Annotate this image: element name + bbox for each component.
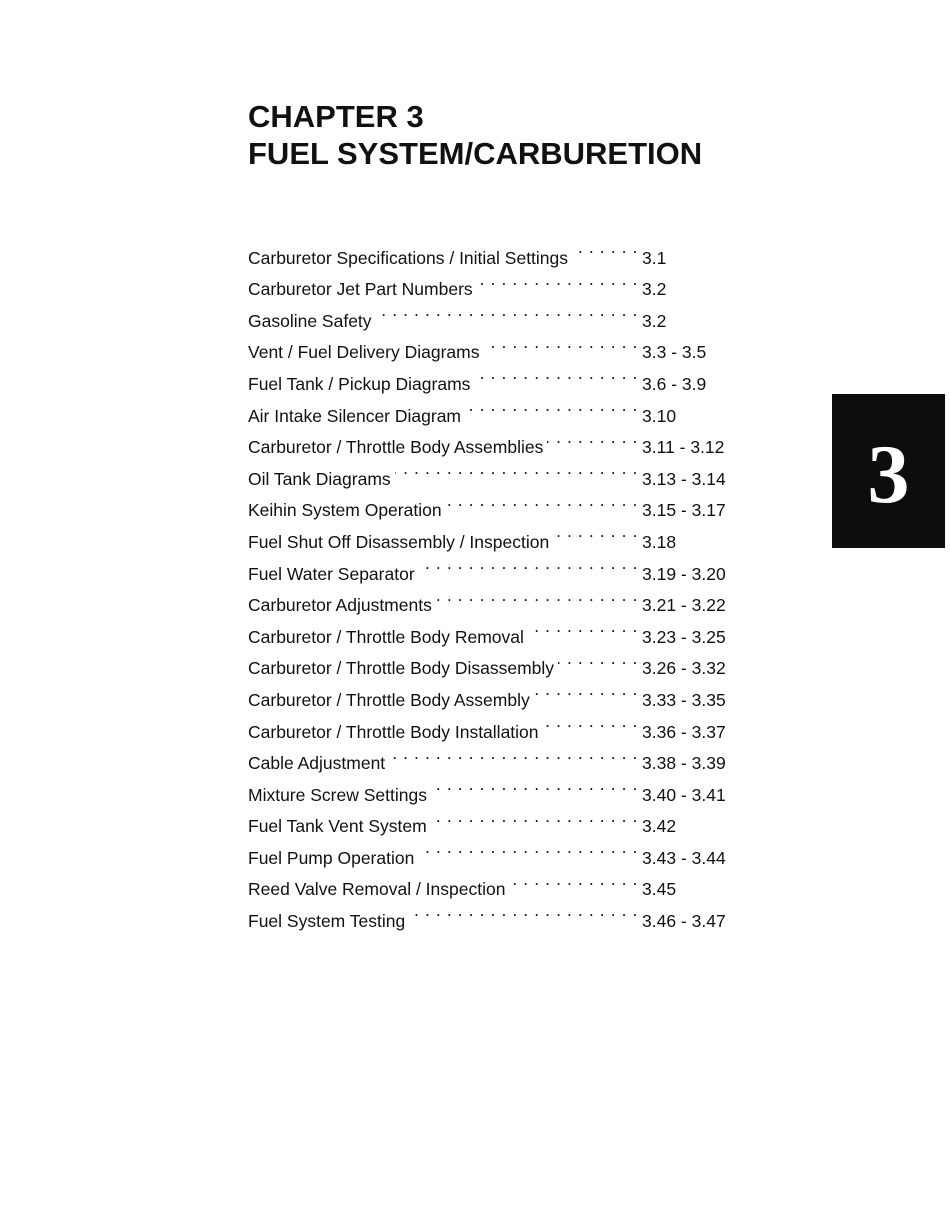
dot-leader bbox=[446, 485, 642, 517]
toc-entry-pages: 3.13 - 3.14 bbox=[642, 468, 726, 489]
dot-leader bbox=[547, 422, 642, 454]
toc-entry-title: Keihin System Operation bbox=[248, 500, 442, 521]
toc-entry-pages: 3.2 bbox=[642, 310, 667, 331]
dot-leader bbox=[431, 801, 642, 833]
toc-entry-pages: 3.6 - 3.9 bbox=[642, 373, 707, 394]
dot-leader bbox=[409, 895, 642, 927]
dot-leader bbox=[528, 611, 642, 643]
toc-entry-pages: 3.26 - 3.32 bbox=[642, 658, 726, 679]
toc-entry-pages: 3.46 - 3.47 bbox=[642, 911, 726, 932]
toc-entry-title: Carburetor / Throttle Body Installation bbox=[248, 721, 539, 742]
toc-entry-pages: 3.1 bbox=[642, 247, 667, 268]
chapter-tab bbox=[832, 394, 945, 548]
toc-entry-pages: 3.42 bbox=[642, 816, 677, 837]
toc-entry-pages: 3.36 - 3.37 bbox=[642, 721, 726, 742]
dot-leader bbox=[419, 548, 642, 580]
toc-entry-title: Fuel Pump Operation bbox=[248, 847, 415, 868]
dot-leader bbox=[558, 643, 642, 675]
toc-entry-title: Fuel Shut Off Disassembly / Inspection bbox=[248, 531, 550, 552]
table-of-contents bbox=[248, 232, 738, 932]
toc-entry-title: Reed Valve Removal / Inspection bbox=[248, 879, 506, 900]
dot-leader bbox=[376, 295, 642, 327]
toc-entry[interactable] bbox=[248, 232, 738, 268]
dot-leader bbox=[474, 358, 642, 390]
dot-leader bbox=[389, 738, 642, 770]
dot-leader bbox=[553, 516, 642, 548]
toc-entry-pages: 3.21 - 3.22 bbox=[642, 595, 726, 616]
toc-entry-title: Vent / Fuel Delivery Diagrams bbox=[248, 342, 480, 363]
toc-entry-title: Oil Tank Diagrams bbox=[248, 468, 391, 489]
dot-leader bbox=[465, 390, 642, 422]
toc-entry-pages: 3.11 - 3.12 bbox=[642, 437, 725, 458]
toc-entry-title: Carburetor Jet Part Numbers bbox=[248, 279, 473, 300]
toc-entry-title: Carburetor / Throttle Body Assembly bbox=[248, 689, 530, 710]
chapter-heading bbox=[248, 98, 702, 172]
toc-entry-pages: 3.33 - 3.35 bbox=[642, 689, 726, 710]
toc-entry-title: Fuel Tank / Pickup Diagrams bbox=[248, 373, 471, 394]
toc-entry-title: Carburetor / Throttle Body Removal bbox=[248, 626, 524, 647]
dot-leader bbox=[543, 706, 642, 738]
toc-entry-title: Cable Adjustment bbox=[248, 753, 386, 774]
toc-entry-pages: 3.10 bbox=[642, 405, 677, 426]
chapter-number-label: CHAPTER 3 bbox=[248, 99, 424, 134]
toc-entry-pages: 3.18 bbox=[642, 531, 677, 552]
toc-entry-pages: 3.45 bbox=[642, 879, 677, 900]
toc-entry-title: Fuel Tank Vent System bbox=[248, 816, 427, 837]
dot-leader bbox=[395, 453, 642, 485]
chapter-tab-number: 3 bbox=[867, 428, 910, 521]
toc-entry-title: Carburetor / Throttle Body Disassembly bbox=[248, 658, 555, 679]
toc-entry-title: Carburetor Adjustments bbox=[248, 595, 432, 616]
toc-entry-pages: 3.40 - 3.41 bbox=[642, 784, 726, 805]
toc-entry-title: Carburetor / Throttle Body Assemblies bbox=[248, 437, 544, 458]
dot-leader bbox=[418, 832, 642, 864]
dot-leader bbox=[431, 769, 642, 801]
toc-entry-title: Gasoline Safety bbox=[248, 310, 372, 331]
toc-entry-title: Air Intake Silencer Diagram bbox=[248, 405, 461, 426]
toc-entry-title: Carburetor Specifications / Initial Settings bbox=[248, 247, 569, 268]
dot-leader bbox=[483, 327, 642, 359]
dot-leader bbox=[572, 232, 642, 264]
toc-entry-pages: 3.19 - 3.20 bbox=[642, 563, 726, 584]
dot-leader bbox=[534, 674, 642, 706]
toc-entry-title: Mixture Screw Settings bbox=[248, 784, 427, 805]
toc-entry-pages: 3.23 - 3.25 bbox=[642, 626, 726, 647]
toc-entry-pages: 3.15 - 3.17 bbox=[642, 500, 726, 521]
dot-leader bbox=[509, 864, 642, 896]
chapter-title: FUEL SYSTEM/CARBURETION bbox=[248, 136, 703, 171]
toc-entry-pages: 3.3 - 3.5 bbox=[642, 342, 707, 363]
dot-leader bbox=[436, 580, 642, 612]
toc-entry-pages: 3.38 - 3.39 bbox=[642, 753, 726, 774]
toc-entry-pages: 3.43 - 3.44 bbox=[642, 847, 726, 868]
toc-entry-pages: 3.2 bbox=[642, 279, 667, 300]
toc-entry-title: Fuel Water Separator bbox=[248, 563, 415, 584]
dot-leader bbox=[477, 264, 642, 296]
toc-entry-title: Fuel System Testing bbox=[248, 911, 406, 932]
